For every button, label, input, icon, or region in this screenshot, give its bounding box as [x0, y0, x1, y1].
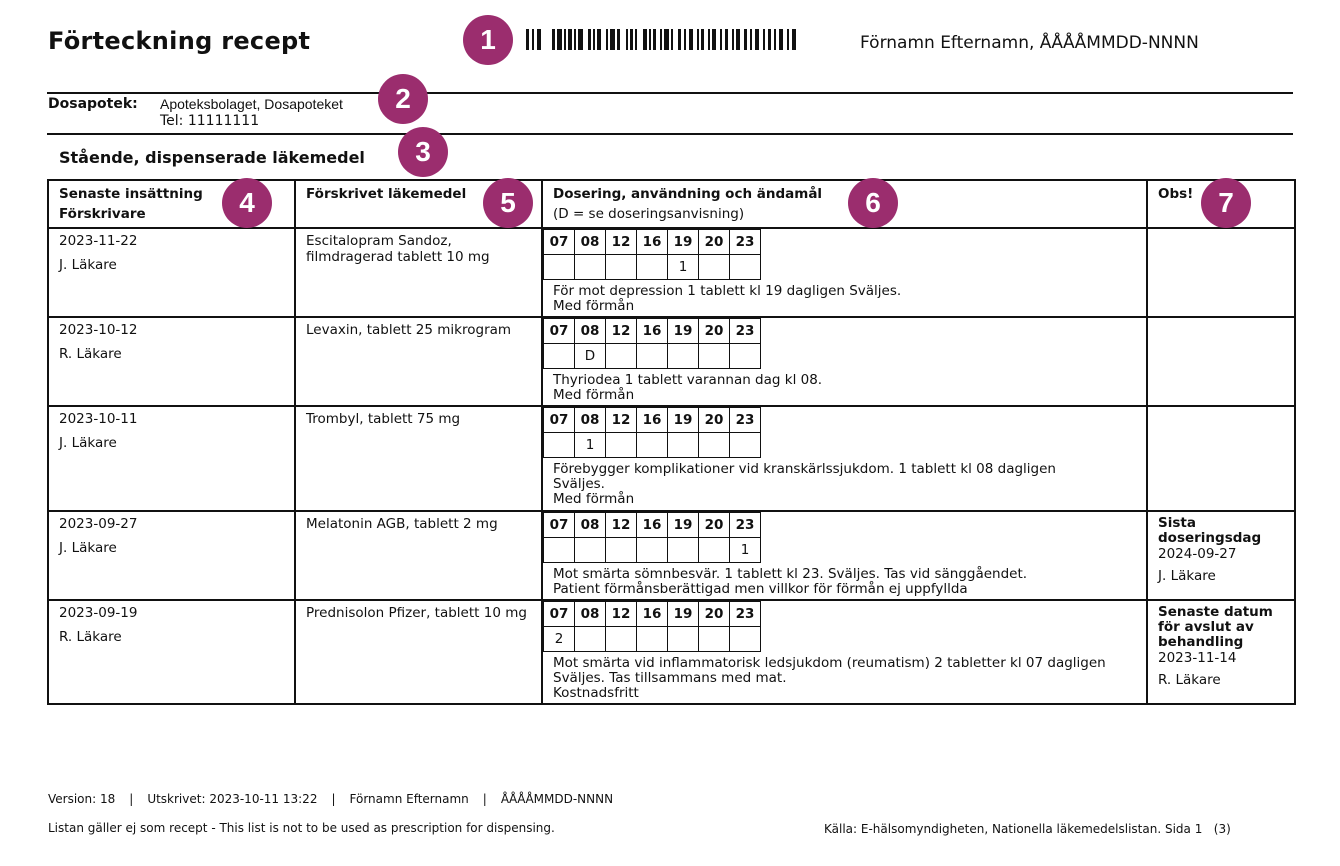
dose-hour-cell: 07 — [544, 408, 575, 433]
dose-amount-cell — [606, 344, 637, 369]
dosage-instructions — [543, 369, 1146, 405]
footer-separator: | — [331, 792, 336, 806]
annotation-badge-3: 3 — [398, 127, 448, 177]
dose-amounts-row — [544, 255, 761, 280]
dosage-instructions — [543, 652, 1146, 703]
instruction-line: Mot smärta sömnbesvär. 1 tablett kl 23. Sväljes. Tas vid sänggåendet. — [553, 566, 1028, 582]
dose-hour-cell: 08 — [575, 408, 606, 433]
dose-amount-cell: D — [575, 344, 606, 369]
annotation-badge-2: 2 — [378, 74, 428, 124]
table-row — [48, 317, 1295, 406]
header-forskrivet-lakemedel: Förskrivet läkemedel — [306, 186, 467, 202]
dose-hour-cell: 20 — [699, 408, 730, 433]
dose-hour-cell: 08 — [575, 602, 606, 627]
insert-date: 2023-09-19 — [59, 605, 138, 621]
dose-amount-cell — [637, 255, 668, 280]
instruction-line: Förebygger komplikationer vid kranskärlssjukdom. 1 tablett kl 08 dagligen — [553, 461, 1056, 477]
table-row — [48, 406, 1295, 511]
obs-prescriber: J. Läkare — [1158, 568, 1216, 584]
dose-amount-cell — [637, 433, 668, 458]
annotation-badge-6: 6 — [848, 178, 898, 228]
drug-name: Escitalopram Sandoz, filmdragerad tablett 10 mg — [306, 233, 490, 265]
obs-title: Sista doseringsdag — [1158, 515, 1262, 546]
dose-hour-cell: 23 — [730, 408, 761, 433]
cell-obs — [1147, 228, 1295, 317]
dose-amount-cell — [699, 255, 730, 280]
dose-amount-cell: 1 — [730, 538, 761, 563]
cell-drug — [295, 406, 542, 511]
dose-hour-cell: 08 — [575, 230, 606, 255]
dose-hour-cell: 23 — [730, 602, 761, 627]
dose-amounts-row — [544, 344, 761, 369]
dose-amount-cell — [606, 433, 637, 458]
dose-amount-cell — [668, 344, 699, 369]
dose-hour-cell: 23 — [730, 319, 761, 344]
dose-schedule — [543, 601, 761, 652]
dosage-instructions — [543, 458, 1146, 509]
cell-dosage — [542, 600, 1147, 704]
cell-drug — [295, 511, 542, 600]
dose-amount-cell — [575, 538, 606, 563]
footer-pnr: ÅÅÅÅMMDD-NNNN — [500, 792, 614, 806]
table-row — [48, 228, 1295, 317]
footer-printed: Utskrivet: 2023-10-11 13:22 — [147, 792, 318, 806]
section-title: Stående, dispenserade läkemedel — [59, 148, 365, 167]
header-forskrivare: Förskrivare — [59, 206, 146, 222]
cell-obs — [1147, 600, 1295, 704]
dose-amounts-row — [544, 538, 761, 563]
dose-hour-cell: 07 — [544, 513, 575, 538]
cell-date-prescriber — [48, 600, 295, 704]
instruction-line: För mot depression 1 tablett kl 19 dagligen Sväljes. — [553, 283, 902, 299]
insert-date: 2023-10-11 — [59, 411, 138, 427]
dose-amount-cell — [730, 344, 761, 369]
cell-drug — [295, 317, 542, 406]
footer-disclaimer: Listan gäller ej som recept - This list is not to be used as prescription for dispensing. — [48, 821, 555, 835]
dose-amount-cell — [606, 627, 637, 652]
prescriber: J. Läkare — [59, 540, 117, 556]
drug-name: Trombyl, tablett 75 mg — [306, 411, 461, 427]
dose-amount-cell — [668, 538, 699, 563]
prescriber: J. Läkare — [59, 257, 117, 273]
footer-meta — [48, 792, 613, 806]
cell-obs — [1147, 317, 1295, 406]
dosapotek-name: Apoteksbolaget, Dosapoteket — [160, 96, 343, 112]
cell-dosage — [542, 228, 1147, 317]
dose-amount-cell — [575, 255, 606, 280]
dose-hour-cell: 19 — [668, 230, 699, 255]
cell-obs — [1147, 406, 1295, 511]
dose-hour-cell: 19 — [668, 319, 699, 344]
dose-amount-cell — [606, 255, 637, 280]
dose-amount-cell — [730, 433, 761, 458]
dose-amount-cell — [699, 627, 730, 652]
dose-amount-cell — [668, 433, 699, 458]
footer-separator: | — [482, 792, 487, 806]
dose-hour-cell: 07 — [544, 602, 575, 627]
page-title: Förteckning recept — [48, 27, 311, 55]
dose-amount-cell — [699, 538, 730, 563]
obs-date: 2023-11-14 — [1158, 650, 1237, 666]
cell-obs — [1147, 511, 1295, 600]
dose-hours-row — [544, 319, 761, 344]
dose-amount-cell — [544, 344, 575, 369]
dose-hour-cell: 20 — [699, 513, 730, 538]
dose-amount-cell — [730, 255, 761, 280]
dose-amount-cell — [544, 433, 575, 458]
annotation-badge-5: 5 — [483, 178, 533, 228]
dose-amount-cell — [637, 344, 668, 369]
dose-hours-row — [544, 408, 761, 433]
table-row — [48, 600, 1295, 704]
instruction-line: Sväljes. — [553, 476, 605, 492]
dose-hour-cell: 12 — [606, 513, 637, 538]
insert-date: 2023-10-12 — [59, 322, 138, 338]
instruction-line: Kostnadsfritt — [553, 685, 639, 701]
dose-hour-cell: 16 — [637, 319, 668, 344]
dose-amounts-row — [544, 433, 761, 458]
dosapotek-label: Dosapotek: — [48, 96, 138, 112]
dose-hour-cell: 19 — [668, 513, 699, 538]
insert-date: 2023-09-27 — [59, 516, 138, 532]
dose-amount-cell — [637, 538, 668, 563]
dose-amount-cell: 1 — [668, 255, 699, 280]
dose-hours-row — [544, 602, 761, 627]
dose-hour-cell: 07 — [544, 230, 575, 255]
dose-amount-cell — [544, 538, 575, 563]
dose-hour-cell: 12 — [606, 230, 637, 255]
dose-hours-row — [544, 230, 761, 255]
cell-dosage — [542, 511, 1147, 600]
dosapotek-phone: Tel: 11111111 — [160, 113, 260, 129]
prescription-table — [47, 179, 1296, 705]
barcode — [526, 29, 798, 50]
dose-hour-cell: 16 — [637, 513, 668, 538]
dose-hour-cell: 19 — [668, 602, 699, 627]
dose-hour-cell: 12 — [606, 408, 637, 433]
dose-hour-cell: 20 — [699, 319, 730, 344]
footer-source-page: Källa: E-hälsomyndigheten, Nationella läkemedelslistan. Sida 1 (3) — [824, 822, 1231, 836]
obs-title: Senaste datum för avslut av behandling — [1158, 604, 1273, 650]
footer-name: Förnamn Efternamn — [349, 792, 469, 806]
obs-date: 2024-09-27 — [1158, 546, 1237, 562]
dose-amount-cell — [637, 627, 668, 652]
cell-date-prescriber — [48, 228, 295, 317]
header-obs: Obs! — [1158, 186, 1194, 202]
dose-schedule — [543, 512, 761, 563]
dose-amounts-row — [544, 627, 761, 652]
dose-hours-row — [544, 513, 761, 538]
dose-amount-cell: 1 — [575, 433, 606, 458]
dose-schedule — [543, 407, 761, 458]
dose-amount-cell — [699, 433, 730, 458]
instruction-line: Med förmån — [553, 491, 635, 507]
instruction-line: Med förmån — [553, 387, 635, 403]
instruction-line: Sväljes. Tas tillsammans med mat. — [553, 670, 787, 686]
dose-hour-cell: 16 — [637, 408, 668, 433]
dosage-instructions — [543, 563, 1146, 599]
cell-date-prescriber — [48, 511, 295, 600]
drug-name: Melatonin AGB, tablett 2 mg — [306, 516, 498, 532]
prescriber: R. Läkare — [59, 346, 122, 362]
instruction-line: Mot smärta vid inflammatorisk ledsjukdom (reumatism) 2 tabletter kl 07 dagligen — [553, 655, 1106, 671]
footer-separator: | — [129, 792, 134, 806]
dose-amount-cell — [544, 255, 575, 280]
dose-hour-cell: 16 — [637, 602, 668, 627]
annotation-badge-7: 7 — [1201, 178, 1251, 228]
dose-hour-cell: 19 — [668, 408, 699, 433]
instruction-line: Patient förmånsberättigad men villkor för förmån ej uppfyllda — [553, 581, 968, 597]
dose-amount-cell: 2 — [544, 627, 575, 652]
header-dosering-note: (D = se doseringsanvisning) — [553, 206, 745, 222]
drug-name: Prednisolon Pfizer, tablett 10 mg — [306, 605, 527, 621]
instruction-line: Med förmån — [553, 298, 635, 314]
divider — [47, 133, 1293, 135]
dose-schedule — [543, 229, 761, 280]
dose-hour-cell: 16 — [637, 230, 668, 255]
dose-amount-cell — [606, 538, 637, 563]
dose-hour-cell: 12 — [606, 602, 637, 627]
drug-name: Levaxin, tablett 25 mikrogram — [306, 322, 512, 338]
header-senaste-insattning: Senaste insättning — [59, 186, 203, 202]
insert-date: 2023-11-22 — [59, 233, 138, 249]
dose-amount-cell — [730, 627, 761, 652]
dose-hour-cell: 20 — [699, 230, 730, 255]
cell-date-prescriber — [48, 317, 295, 406]
divider — [47, 92, 1293, 94]
obs-prescriber: R. Läkare — [1158, 672, 1221, 688]
dose-hour-cell: 20 — [699, 602, 730, 627]
dose-hour-cell: 07 — [544, 319, 575, 344]
cell-drug — [295, 228, 542, 317]
dose-schedule — [543, 318, 761, 369]
dosage-instructions — [543, 280, 1146, 316]
table-row — [48, 511, 1295, 600]
cell-date-prescriber — [48, 406, 295, 511]
annotation-badge-4: 4 — [222, 178, 272, 228]
cell-drug — [295, 600, 542, 704]
dose-hour-cell: 23 — [730, 230, 761, 255]
instruction-line: Thyriodea 1 tablett varannan dag kl 08. — [553, 372, 823, 388]
column-header-dosage — [542, 180, 1147, 228]
prescriber: R. Läkare — [59, 629, 122, 645]
prescriber: J. Läkare — [59, 435, 117, 451]
dose-amount-cell — [575, 627, 606, 652]
patient-name-id: Förnamn Efternamn, ÅÅÅÅMMDD-NNNN — [860, 33, 1199, 53]
annotation-badge-1: 1 — [463, 15, 513, 65]
cell-dosage — [542, 406, 1147, 511]
header-dosering: Dosering, användning och ändamål — [553, 186, 823, 202]
dose-amount-cell — [699, 344, 730, 369]
cell-dosage — [542, 317, 1147, 406]
dose-hour-cell: 08 — [575, 513, 606, 538]
dose-hour-cell: 12 — [606, 319, 637, 344]
dose-hour-cell: 08 — [575, 319, 606, 344]
dose-hour-cell: 23 — [730, 513, 761, 538]
footer-version: Version: 18 — [48, 792, 116, 806]
dose-amount-cell — [668, 627, 699, 652]
